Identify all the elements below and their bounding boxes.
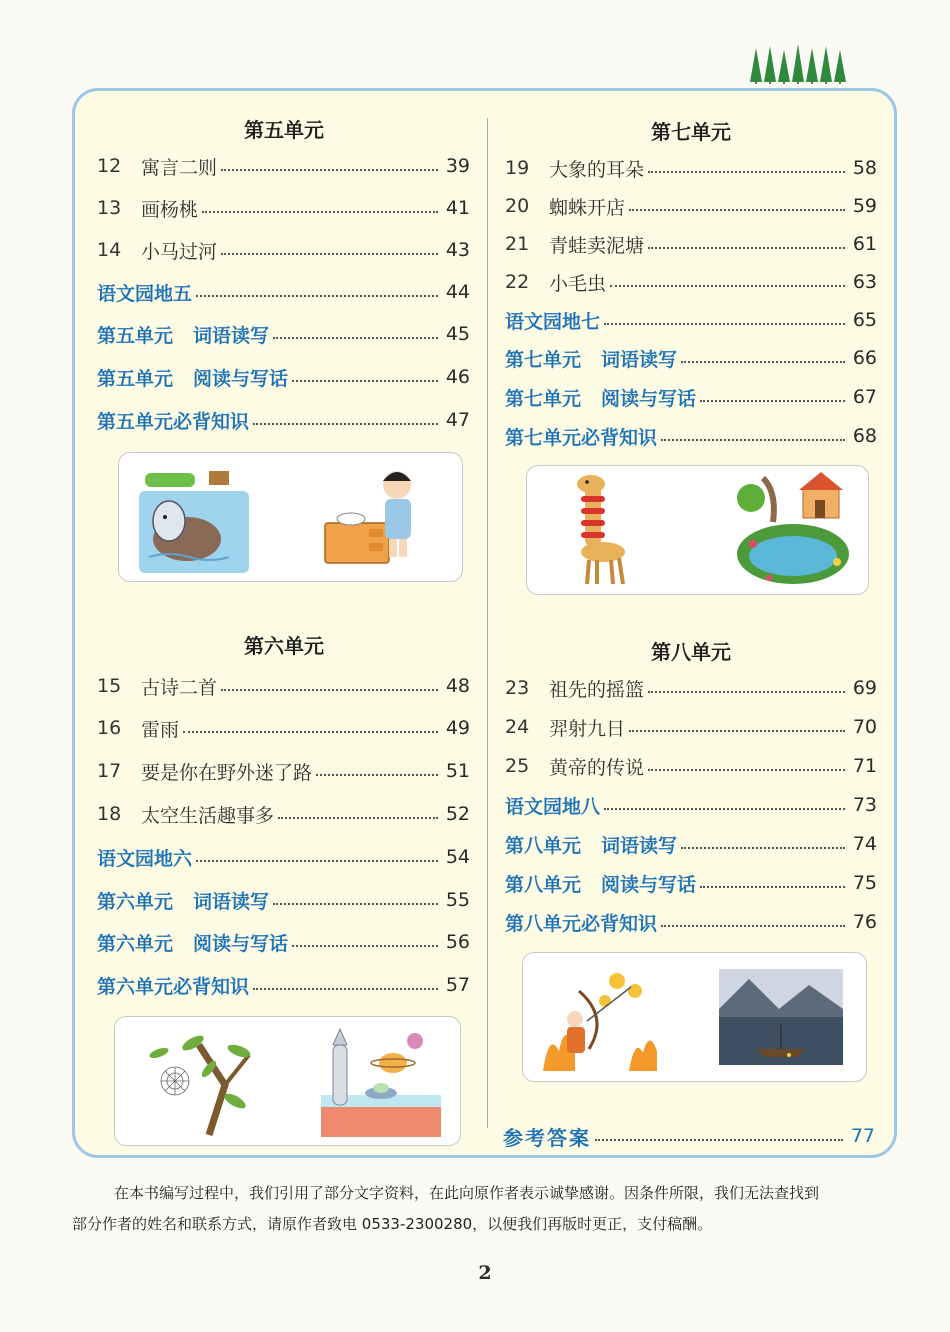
section-label: 阅读与写话	[193, 932, 289, 955]
entry-title: 要是你在野外迷了路	[141, 761, 313, 784]
leader-dots	[316, 774, 438, 776]
page-number: 77	[850, 1125, 875, 1147]
page-number: 51	[445, 760, 470, 782]
lesson-number: 19	[505, 157, 530, 179]
pine-trees-decoration	[742, 42, 862, 84]
leader-dots	[629, 209, 845, 211]
leader-dots	[221, 169, 438, 171]
page-number: 65	[852, 309, 877, 331]
leader-dots	[292, 380, 438, 382]
acknowledgement-note	[72, 1178, 902, 1240]
page-number: 59	[852, 195, 877, 217]
toc-entry[interactable]	[97, 800, 470, 828]
space-station-illustration	[321, 1025, 441, 1137]
page-number: 68	[852, 425, 877, 447]
entry-title: 青蛙卖泥塘	[549, 234, 645, 257]
entry-title: 语文园地五	[97, 282, 193, 305]
toc-entry[interactable]	[97, 714, 470, 742]
toc-entry[interactable]	[97, 236, 470, 264]
leader-dots	[183, 731, 438, 733]
lesson-number: 18	[97, 803, 122, 825]
lesson-number: 21	[505, 233, 530, 255]
toc-entry[interactable]	[97, 757, 470, 785]
toc-entry-reading[interactable]	[97, 928, 470, 956]
toc-entry[interactable]	[505, 192, 877, 220]
unit-label: 第八单元	[505, 834, 582, 857]
page-number: 71	[852, 755, 877, 777]
entry-title: 语文园地八	[505, 795, 601, 818]
page-number: 54	[445, 846, 470, 868]
entry-title: 太空生活趣事多	[141, 804, 275, 827]
lesson-number: 14	[97, 239, 122, 261]
entry-title	[505, 384, 696, 411]
entry-title: 语文园地七	[505, 310, 601, 333]
toc-entry[interactable]	[97, 152, 470, 180]
unit-label: 第六单元	[97, 932, 174, 955]
leader-dots	[196, 295, 438, 297]
river-boat-illustration	[719, 969, 843, 1065]
child-with-starfruit-illustration	[319, 463, 429, 573]
leader-dots	[253, 423, 438, 425]
lesson-number: 23	[505, 677, 530, 699]
page-number: 55	[445, 889, 470, 911]
leader-dots	[648, 691, 845, 693]
illustration-unit-8	[522, 952, 867, 1082]
entry-title: 第五单元必背知识	[97, 410, 250, 433]
page-number: 45	[445, 323, 470, 345]
page-number: 58	[852, 157, 877, 179]
lesson-number: 12	[97, 155, 122, 177]
entry-title	[97, 929, 288, 956]
unit-title-7: 第七单元	[651, 120, 731, 144]
page-number: 56	[445, 931, 470, 953]
unit-title-6: 第六单元	[244, 634, 324, 658]
toc-entry-vocab[interactable]	[97, 320, 470, 348]
entry-title: 画杨桃	[141, 198, 199, 221]
page-number: 46	[445, 366, 470, 388]
page-number: 69	[852, 677, 877, 699]
page-number: 76	[852, 911, 877, 933]
section-label: 阅读与写话	[601, 873, 697, 896]
leader-dots	[629, 730, 845, 732]
leader-dots	[648, 171, 845, 173]
page-number-footer: 2	[478, 1262, 492, 1284]
unit-label: 第七单元	[505, 387, 582, 410]
entry-title: 第六单元必背知识	[97, 975, 250, 998]
toc-entry[interactable]	[505, 154, 877, 182]
page-number: 63	[852, 271, 877, 293]
entry-title: 黄帝的传说	[549, 756, 645, 779]
toc-entry[interactable]	[505, 713, 877, 741]
toc-entry[interactable]	[505, 268, 877, 296]
page-number: 70	[852, 716, 877, 738]
unit-title-8: 第八单元	[651, 640, 731, 664]
giraffe-illustration	[551, 472, 641, 588]
toc-entry-vocab[interactable]	[505, 830, 877, 858]
page-number: 41	[445, 197, 470, 219]
toc-entry-garden[interactable]	[505, 306, 877, 334]
unit-label: 第五单元	[97, 367, 174, 390]
entry-title	[505, 345, 677, 372]
leader-dots	[661, 925, 845, 927]
toc-entry-reading[interactable]	[97, 363, 470, 391]
entry-title: 小毛虫	[549, 272, 607, 295]
page-number: 57	[445, 974, 470, 996]
lesson-number: 17	[97, 760, 122, 782]
entry-title	[97, 321, 269, 348]
entry-title: 蜘蛛开店	[549, 196, 626, 219]
leader-dots	[648, 769, 845, 771]
toc-entry-reading[interactable]	[505, 383, 877, 411]
section-label: 阅读与写话	[193, 367, 289, 390]
pony-crossing-river-illustration	[139, 461, 249, 573]
toc-entry-knowledge[interactable]	[505, 422, 877, 450]
leader-dots	[604, 808, 845, 810]
page-number: 52	[445, 803, 470, 825]
section-label: 词语读写	[193, 890, 270, 913]
archer-shooting-suns-illustration	[539, 961, 659, 1073]
leader-dots	[681, 361, 845, 363]
lesson-number: 15	[97, 675, 122, 697]
illustration-unit-5	[118, 452, 463, 582]
page-number: 44	[445, 281, 470, 303]
toc-entry[interactable]	[97, 194, 470, 222]
toc-entry-garden[interactable]	[97, 278, 470, 306]
page-number: 48	[445, 675, 470, 697]
entry-title: 第七单元必背知识	[505, 426, 658, 449]
entry-title: 语文园地六	[97, 847, 193, 870]
unit-title-5: 第五单元	[244, 118, 324, 142]
illustration-unit-7	[526, 465, 869, 595]
toc-entry-vocab[interactable]	[97, 886, 470, 914]
leader-dots	[648, 247, 845, 249]
toc-entry[interactable]	[505, 674, 877, 702]
section-label: 词语读写	[193, 324, 270, 347]
entry-title	[505, 831, 677, 858]
page-number: 49	[445, 717, 470, 739]
lesson-number: 13	[97, 197, 122, 219]
page-number: 73	[852, 794, 877, 816]
entry-title: 第八单元必背知识	[505, 912, 658, 935]
leader-dots	[273, 903, 438, 905]
entry-title: 参考答案	[503, 1125, 591, 1150]
page-number: 67	[852, 386, 877, 408]
unit-label: 第八单元	[505, 873, 582, 896]
lesson-number: 20	[505, 195, 530, 217]
leader-dots	[661, 439, 845, 441]
entry-title: 羿射九日	[549, 717, 626, 740]
entry-title: 古诗二首	[141, 676, 218, 699]
toc-entry[interactable]	[505, 230, 877, 258]
unit-label: 第七单元	[505, 348, 582, 371]
leader-dots	[221, 253, 438, 255]
leader-dots	[292, 945, 438, 947]
toc-entry-knowledge[interactable]	[97, 406, 470, 434]
leader-dots	[700, 886, 845, 888]
leader-dots	[278, 817, 438, 819]
page-number: 75	[852, 872, 877, 894]
leader-dots	[196, 860, 438, 862]
lesson-number: 25	[505, 755, 530, 777]
toc-entry-garden[interactable]	[97, 843, 470, 871]
acknowledgement-line-2: 部分作者的姓名和联系方式，请原作者致电 0533-2300280，以便我们再版时更正，支付稿酬。	[72, 1215, 713, 1233]
lesson-number: 16	[97, 717, 122, 739]
section-label: 词语读写	[601, 834, 678, 857]
acknowledgement-line-1: 在本书编写过程中，我们引用了部分文字资料，在此向原作者表示诚挚感谢。因条件所限，我们无法查找到	[114, 1184, 820, 1202]
entry-title	[97, 364, 288, 391]
unit-label: 第六单元	[97, 890, 174, 913]
toc-entry[interactable]	[97, 672, 470, 700]
leader-dots	[273, 337, 438, 339]
section-label: 词语读写	[601, 348, 678, 371]
illustration-unit-6	[114, 1016, 461, 1146]
leader-dots	[202, 211, 438, 213]
entry-title: 大象的耳朵	[549, 158, 645, 181]
entry-title: 雷雨	[141, 718, 180, 741]
page-number: 39	[445, 155, 470, 177]
frog-pond-illustration	[733, 472, 853, 588]
toc-entry-knowledge[interactable]	[97, 971, 470, 999]
entry-title: 寓言二则	[141, 156, 218, 179]
section-label: 阅读与写话	[601, 387, 697, 410]
leader-dots	[253, 988, 438, 990]
entry-title: 祖先的摇篮	[549, 678, 645, 701]
page-number: 66	[852, 347, 877, 369]
toc-entry-garden[interactable]	[505, 791, 877, 819]
column-divider	[487, 118, 488, 1128]
entry-title	[505, 870, 696, 897]
page-number: 61	[852, 233, 877, 255]
toc-entry-knowledge[interactable]	[505, 908, 877, 936]
lesson-number: 24	[505, 716, 530, 738]
spider-web-branch-illustration	[139, 1025, 259, 1137]
toc-entry-answer-key[interactable]	[503, 1122, 875, 1150]
page-number: 47	[445, 409, 470, 431]
page-number: 43	[445, 239, 470, 261]
lesson-number: 22	[505, 271, 530, 293]
leader-dots	[604, 323, 845, 325]
toc-entry[interactable]	[505, 752, 877, 780]
entry-title	[97, 887, 269, 914]
page-number: 74	[852, 833, 877, 855]
leader-dots	[595, 1139, 843, 1141]
toc-entry-vocab[interactable]	[505, 344, 877, 372]
leader-dots	[221, 689, 438, 691]
entry-title: 小马过河	[141, 240, 218, 263]
toc-entry-reading[interactable]	[505, 869, 877, 897]
unit-label: 第五单元	[97, 324, 174, 347]
leader-dots	[681, 847, 845, 849]
leader-dots	[610, 285, 845, 287]
leader-dots	[700, 400, 845, 402]
